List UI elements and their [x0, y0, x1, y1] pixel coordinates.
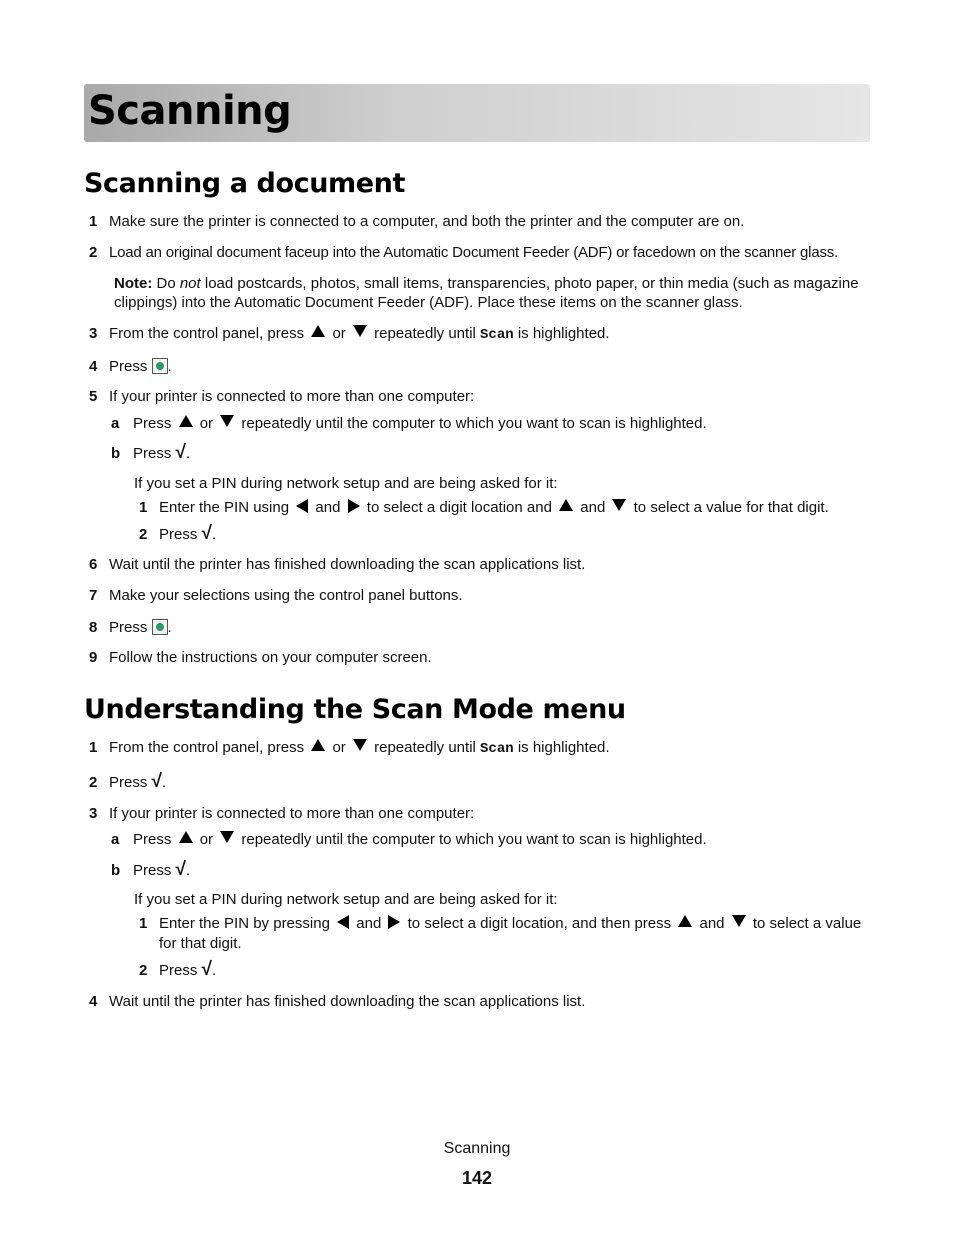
step-number: 1 [89, 739, 98, 756]
step-text: Wait until the printer has finished downloading the scan applications list. [109, 993, 586, 1010]
note [114, 274, 859, 293]
text: is highlighted. [517, 739, 610, 756]
text: . [185, 862, 191, 879]
footer-chapter-label: Scanning [443, 1140, 511, 1157]
note-text: Do [152, 275, 180, 292]
sub-letter: a [111, 831, 120, 848]
up-arrow-icon [179, 831, 193, 843]
select-check-icon: √ [151, 771, 162, 792]
step-number: 6 [89, 556, 98, 573]
text: . [167, 619, 172, 636]
down-arrow-icon [353, 739, 367, 751]
text: or [332, 325, 346, 342]
up-arrow-icon [311, 739, 325, 751]
step-number: 5 [89, 388, 98, 405]
menu-code: Scan [480, 741, 514, 757]
text: repeatedly until [374, 739, 476, 756]
text: or [199, 415, 214, 432]
text: Press [109, 619, 148, 636]
down-arrow-icon [353, 325, 367, 337]
down-arrow-icon [612, 499, 626, 511]
step-text: Make sure the printer is connected to a computer, and both the printer and the computer are on. [109, 213, 745, 230]
note-text: load postcards, photos, small items, transparencies, photo paper, or thin media (such as magazine [200, 275, 859, 292]
step-number: 4 [89, 993, 98, 1010]
text: repeatedly until the computer to which you want to scan is highlighted. [241, 415, 707, 432]
step-number: 4 [89, 358, 98, 375]
text: repeatedly until the computer to which you want to scan is highlighted. [241, 831, 707, 848]
step-text [159, 961, 216, 980]
step-number: 2 [139, 526, 148, 543]
select-check-icon: √ [175, 859, 186, 880]
text: . [185, 445, 191, 462]
up-arrow-icon [311, 325, 325, 337]
step-text [133, 861, 190, 880]
text: Enter the PIN by pressing [159, 915, 330, 932]
step-number: 9 [89, 649, 98, 666]
step-text [109, 773, 166, 792]
pin-intro: If you set a PIN during network setup and are being asked for it: [134, 475, 558, 492]
text: Press [159, 962, 198, 979]
start-button-icon [152, 358, 168, 374]
up-arrow-icon [559, 499, 573, 511]
right-arrow-icon [388, 915, 400, 929]
text: From the control panel, press [109, 325, 305, 342]
step-number: 8 [89, 619, 98, 636]
select-check-icon: √ [201, 523, 212, 544]
step-number: 1 [139, 915, 148, 932]
step-text [133, 830, 707, 849]
right-arrow-icon [348, 499, 360, 513]
text: and [356, 915, 382, 932]
start-button-icon [152, 619, 168, 635]
step-text [109, 618, 172, 637]
step-text [159, 914, 861, 933]
sub-letter: b [111, 445, 121, 462]
note-label: Note: [114, 275, 153, 292]
menu-code: Scan [480, 327, 514, 343]
step-text [159, 498, 829, 517]
text: . [167, 358, 172, 375]
section-heading-scan-mode-menu: Understanding the Scan Mode menu [84, 694, 626, 725]
step-number: 1 [139, 499, 148, 516]
down-arrow-icon [220, 831, 234, 843]
step-text: Wait until the printer has finished downloading the scan applications list. [109, 556, 586, 573]
sub-letter: b [111, 862, 121, 879]
section-heading-scanning-a-document: Scanning a document [84, 168, 406, 199]
text: Press [133, 862, 172, 879]
select-check-icon: √ [201, 959, 212, 980]
text: . [211, 962, 217, 979]
text: Press [133, 445, 172, 462]
step-number: 2 [139, 962, 148, 979]
text: to select a digit location and [366, 499, 552, 516]
step-number: 7 [89, 587, 98, 604]
text: . [161, 774, 167, 791]
text: Press [133, 415, 172, 432]
step-number: 2 [89, 774, 98, 791]
up-arrow-icon [678, 915, 692, 927]
text: to select a value for that digit. [633, 499, 829, 516]
step-text-line-2: for that digit. [159, 935, 242, 952]
left-arrow-icon [296, 499, 308, 513]
step-text [109, 324, 610, 345]
text: repeatedly until [374, 325, 476, 342]
text: Enter the PIN using [159, 499, 290, 516]
step-number: 3 [89, 805, 98, 822]
text: Press [133, 831, 172, 848]
chapter-header-bar [84, 84, 870, 142]
text: . [211, 526, 217, 543]
down-arrow-icon [732, 915, 746, 927]
step-text: Follow the instructions on your computer screen. [109, 649, 432, 666]
step-text [159, 525, 216, 544]
step-text [133, 414, 707, 433]
step-text: If your printer is connected to more than one computer: [109, 805, 475, 822]
step-text [133, 444, 190, 463]
text: is highlighted. [517, 325, 610, 342]
step-text [109, 738, 610, 759]
step-number: 3 [89, 325, 98, 342]
note-emphasis: not [179, 275, 201, 292]
step-number: 1 [89, 213, 98, 230]
note-line-2: clippings) into the Automatic Document Feeder (ADF). Place these items on the scanner glass. [114, 294, 743, 311]
text: Press [109, 774, 148, 791]
left-arrow-icon [337, 915, 349, 929]
select-check-icon: √ [175, 442, 186, 463]
text: to select a value [752, 915, 862, 932]
step-number: 2 [89, 244, 98, 261]
text: Press [109, 358, 148, 375]
step-text [109, 357, 172, 376]
step-text: If your printer is connected to more than one computer: [109, 388, 475, 405]
down-arrow-icon [220, 415, 234, 427]
step-text: Make your selections using the control panel buttons. [109, 587, 463, 604]
text: and [315, 499, 341, 516]
up-arrow-icon [179, 415, 193, 427]
pin-intro: If you set a PIN during network setup and are being asked for it: [134, 891, 558, 908]
chapter-title: Scanning [88, 88, 292, 134]
sub-letter: a [111, 415, 120, 432]
text: and [699, 915, 725, 932]
text: or [332, 739, 346, 756]
text: Press [159, 526, 198, 543]
step-text: Load an original document faceup into the Automatic Document Feeder (ADF) or facedown on the scanner glass. [109, 244, 839, 261]
page-number: 142 [461, 1168, 493, 1188]
text: From the control panel, press [109, 739, 305, 756]
text: and [580, 499, 606, 516]
text: to select a digit location, and then press [407, 915, 672, 932]
text: or [199, 831, 214, 848]
